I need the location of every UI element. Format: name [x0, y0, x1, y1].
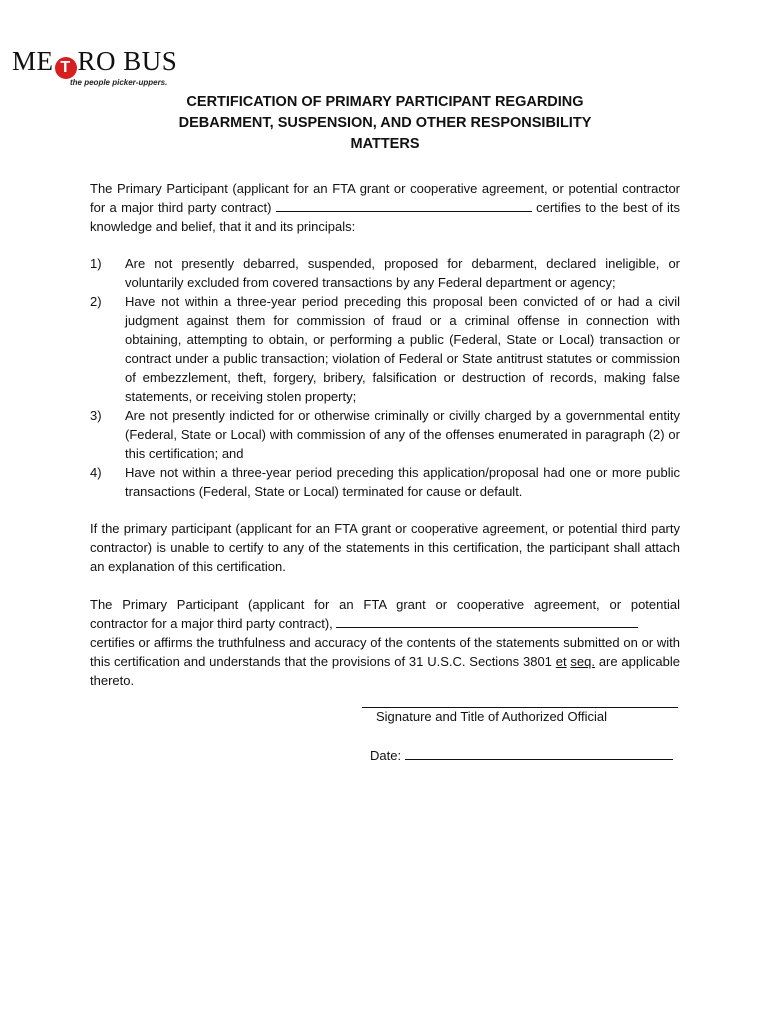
document-title [100, 92, 670, 155]
title-line-3: MATTERS [350, 136, 420, 152]
list-item-text: Have not within a three-year period preceding this application/proposal had one or more public transactions (Federal, State or Local) terminated for cause or default. [125, 465, 680, 499]
metro-bus-logo [12, 40, 178, 88]
date-label: Date: [370, 748, 402, 763]
logo-wordmark [12, 46, 177, 79]
list-item-text: Have not within a three-year period preceding this proposal been convicted of or had a civil judgment against them for commission of fraud or a criminal offense in connection with obtaining, attempting to obtain, or performing a public (Federal, State or Local) transaction or contract under a public transaction; violation of Federal or State antitrust statutes or commission of embezzlement, theft, forgery, bribery, falsification or destruction of records, making false statements, or receiving stolen property; [125, 294, 680, 404]
explanation-paragraph: If the primary participant (applicant for an FTA grant or cooperative agreement, or potential third party contractor) is unable to certify to any of the statements in this certification, the participant shall attach an explanation of this certification. [90, 521, 680, 574]
participant-name-field[interactable] [276, 199, 532, 212]
seq-text: seq. [570, 654, 595, 669]
title-line-2: DEBARMENT, SUSPENSION, AND OTHER RESPONSIBILITY [178, 115, 592, 131]
date-row [370, 747, 673, 763]
et-text: et [555, 654, 567, 669]
date-field[interactable] [405, 747, 673, 760]
logo-text-end: RO BUS [77, 46, 178, 76]
list-item [90, 406, 680, 463]
intro-text: The Primary Participant (applicant for an FTA grant or cooperative agreement, or potential contractor for a major third party contract) [90, 181, 680, 215]
logo-tagline: the people picker-uppers. [70, 78, 168, 87]
contractor-name-field[interactable] [336, 615, 638, 628]
list-item [90, 463, 680, 501]
affirmation-text: certifies or affirms the truthfulness and accuracy of the contents of the statements submitted on or with this certification and understands that the provisions of 31 U.S.C. Sections 3801 [90, 635, 680, 669]
intro-paragraph [90, 179, 680, 236]
list-item [90, 254, 680, 292]
title-line-1: CERTIFICATION OF PRIMARY PARTICIPANT REGARDING [186, 94, 584, 110]
affirmation-line-2 [90, 614, 680, 633]
affirmation-end-text: are applicable thereto. [90, 654, 680, 688]
affirmation-paragraph [90, 595, 680, 690]
logo-text-start: ME [12, 46, 54, 76]
list-item-text: Are not presently indicted for or otherwise criminally or civilly charged by a governmental entity (Federal, State or Local) with commission of any of the offenses enumerated in paragraph (2) or this certification; and [125, 408, 680, 461]
intro-text-end: certifies to the best of its knowledge and belief, that it and its principals: [90, 200, 680, 234]
list-item [90, 292, 680, 406]
affirmation-contractor-text: contractor for a major third party contract), [90, 616, 333, 631]
affirmation-line-1: The Primary Participant (applicant for an FTA grant or cooperative agreement, or potential [90, 597, 680, 612]
logo-t-circle: T [55, 57, 77, 79]
list-item-text: Are not presently debarred, suspended, proposed for debarment, declared ineligible, or voluntarily excluded from covered transactions by any Federal department or agency; [125, 256, 680, 290]
certification-list [90, 254, 680, 501]
list-item-number: 4) [90, 465, 102, 480]
list-item-number: 2) [90, 294, 102, 309]
list-item-number: 3) [90, 408, 102, 423]
list-item-number: 1) [90, 256, 102, 271]
signature-line[interactable] [362, 707, 678, 708]
affirmation-rest [90, 633, 680, 690]
signature-label: Signature and Title of Authorized Official [376, 709, 608, 724]
